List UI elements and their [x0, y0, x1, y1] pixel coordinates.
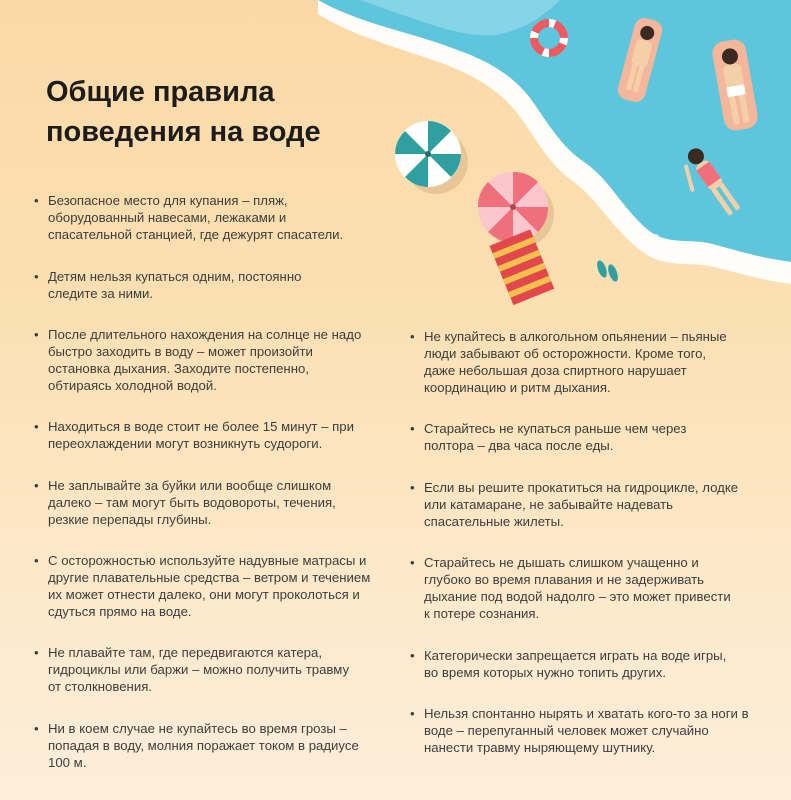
rule-item: • Если вы решите прокатиться на гидроцикле, лодке или катамаране, не забывайте надевать спасательные жилеты.	[410, 479, 750, 530]
rule-item: • Не купайтесь в алкогольном опьянении – пьяные люди забывают об осторожности. Кроме того, даже небольшая доза спиртного нарушает координацию и ритм дыхания.	[410, 328, 728, 396]
rule-item: • Ни в коем случае не купайтесь во время грозы – попадая в воду, молния поражает током в радиусе 100 м.	[34, 720, 374, 771]
rule-item: • Старайтесь не купаться раньше чем через полтора – два часа после еды.	[410, 420, 714, 454]
flip-flops-icon	[595, 259, 620, 283]
rule-item: • Не заплывайте за буйки или вообще слишком далеко – там могут быть водовороты, течения, резкие перепады глубины.	[34, 477, 370, 528]
title-line-1: Общие правила	[46, 76, 275, 108]
rule-item: • Безопасное место для купания – пляж, оборудованный навесами, лежаками и спасательной станцией, где дежурят спасатели.	[34, 192, 368, 243]
rule-item: • Категорически запрещается играть на воде игры, во время которых нужно топить других.	[410, 647, 736, 681]
rules-list-right	[410, 328, 770, 756]
beach-umbrella-teal-icon	[395, 121, 468, 194]
rule-item: • Нельзя спонтанно нырять и хватать кого-то за ноги в воде – перепуганный человек может случайно нанести травму ныряющему шутнику.	[410, 705, 750, 756]
rule-item: • С осторожностью используйте надувные матрасы и другие плавательные средства – ветром и течением их может отнести далеко, они могут проколоться и сдуться прямо на воде.	[34, 552, 386, 620]
rule-item: • Детям нельзя купаться одним, постоянно следите за ними.	[34, 268, 334, 302]
rule-item: • Старайтесь не дышать слишком учащенно и глубоко во время плавания и не задерживать дыхание под водой надолго – это может привести к потере сознания.	[410, 554, 736, 622]
rule-item: • Находиться в воде стоит не более 15 минут – при переохлаждении могут возникнуть судороги.	[34, 418, 354, 452]
page-title	[46, 72, 321, 152]
rule-item: • После длительного нахождения на солнце не надо быстро заходить в воду – может произойти остановка дыхания. Заходите постепенно, обтираясь холодной водой.	[34, 326, 364, 394]
title-line-2: поведения на воде	[46, 116, 321, 148]
rules-list-left	[34, 192, 394, 771]
rule-item: • Не плавайте там, где передвигаются катера, гидроциклы или баржи – можно получить травму от столкновения.	[34, 644, 352, 695]
